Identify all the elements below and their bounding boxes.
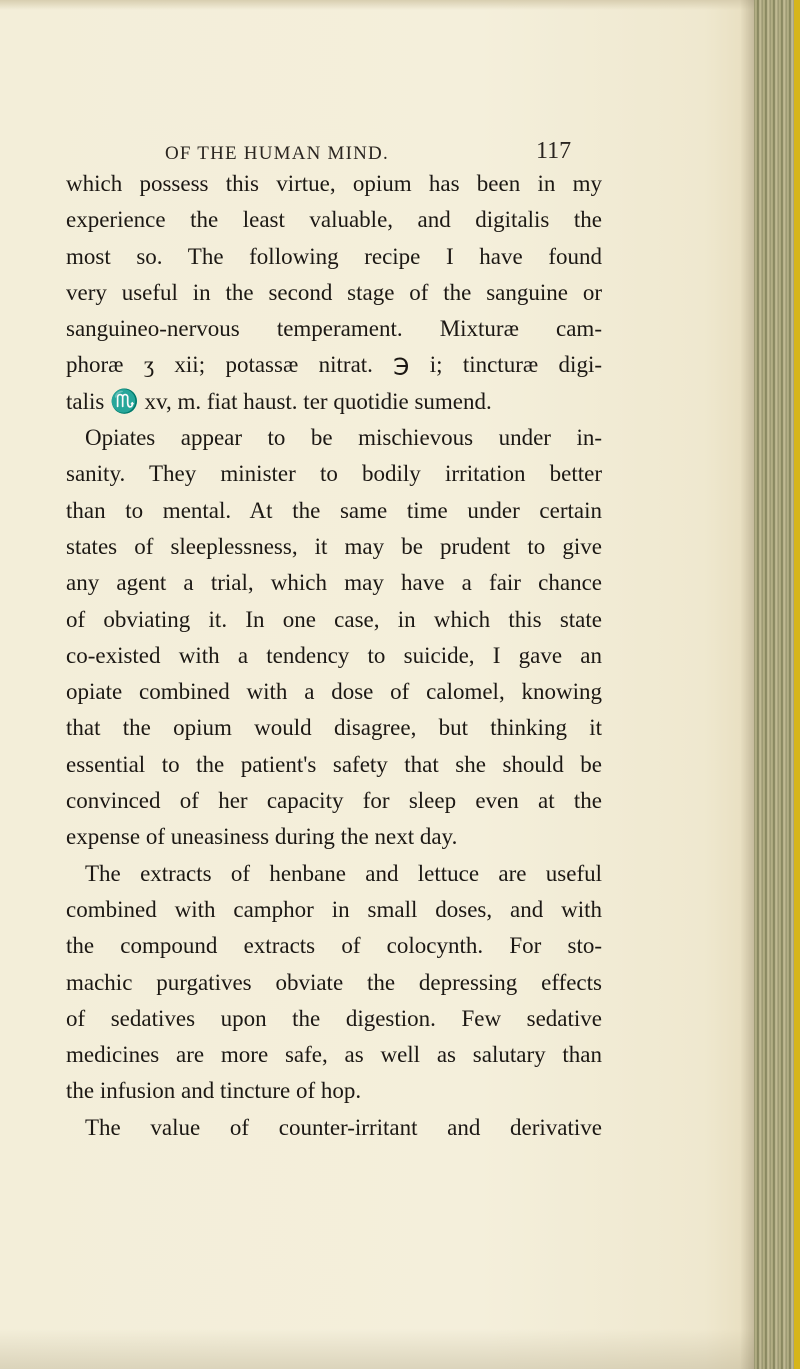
text-line: of sedatives upon the digestion. Few sedative	[66, 1005, 602, 1031]
text-line: very useful in the second stage of the sanguine or	[66, 279, 602, 305]
text-line: the infusion and tincture of hop.	[66, 1078, 362, 1104]
page-number: 117	[536, 138, 572, 164]
text-line: expense of uneasiness during the next day.	[66, 824, 458, 850]
running-head: OF THE HUMAN MIND.	[165, 143, 389, 164]
text-line: most so. The following recipe I have found	[66, 243, 602, 269]
text-line: opiate combined with a dose of calomel, knowing	[66, 679, 602, 705]
text-line: co-existed with a tendency to suicide, I gave an	[66, 642, 602, 668]
text-line: which possess this virtue, opium has been in my	[66, 171, 602, 196]
text-line: any agent a trial, which may have a fair chance	[66, 570, 602, 596]
text-line: phoræ ʒ xii; potassæ nitrat. ℈ i; tincturæ digi-	[66, 352, 602, 378]
text-line: convinced of her capacity for sleep even at the	[66, 788, 602, 814]
text-line: sanity. They minister to bodily irritation better	[66, 461, 602, 487]
text-line: than to mental. At the same time under certain	[66, 497, 602, 523]
page-bottom-edge	[0, 1329, 800, 1369]
text-line: the compound extracts of colocynth. For sto-	[66, 933, 602, 959]
text-line: states of sleeplessness, it may be prudent to give	[66, 533, 602, 559]
text-line: that the opium would disagree, but thinking it	[66, 715, 602, 741]
text-line: combined with camphor in small doses, and with	[66, 896, 602, 922]
text-line: sanguineo-nervous temperament. Mixturæ cam-	[66, 316, 602, 342]
text-line: of obviating it. In one case, in which this state	[66, 606, 602, 632]
text-line: medicines are more safe, as well as salutary than	[66, 1042, 602, 1068]
text-line: The value of counter-irritant and derivative	[85, 1114, 602, 1140]
text-line: machic purgatives obviate the depressing effects	[66, 969, 602, 995]
text-line: The extracts of henbane and lettuce are useful	[85, 860, 602, 886]
book-cover-strip	[794, 0, 800, 1369]
body-text	[66, 166, 602, 1146]
text-line: talis ♏ xv, m. fiat haust. ter quotidie sumend.	[66, 388, 492, 414]
page-top-edge	[0, 0, 760, 10]
text-line: experience the least valuable, and digitalis the	[66, 207, 602, 233]
text-line: essential to the patient's safety that she should be	[66, 751, 602, 777]
text-line: Opiates appear to be mischievous under in-	[85, 425, 602, 451]
